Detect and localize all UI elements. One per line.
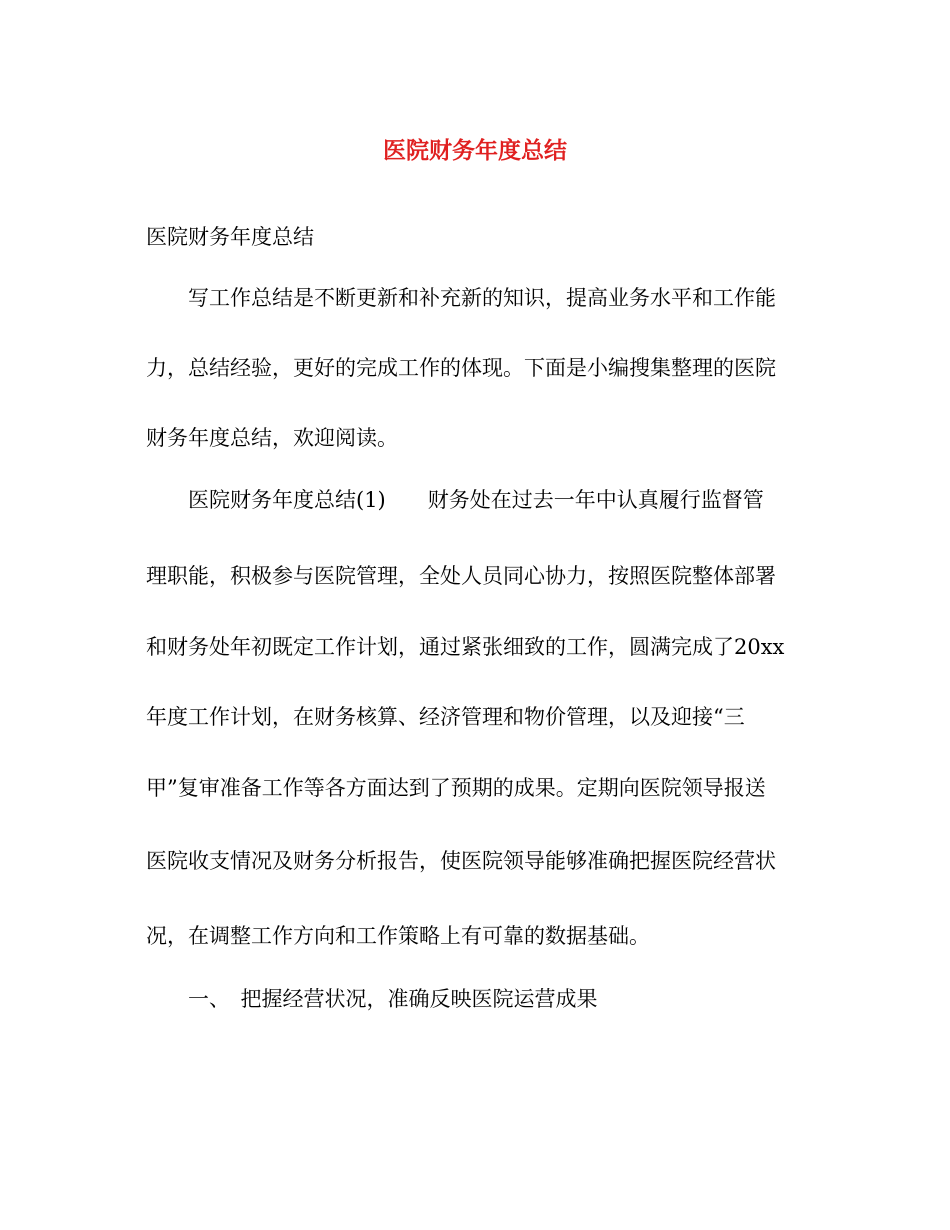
paragraph-line: 力，总结经验，更好的完成工作的体现。下面是小编搜集整理的医院: [146, 356, 776, 380]
document-title: 医院财务年度总结: [383, 138, 567, 164]
paragraph-line: 写工作总结是不断更新和补充新的知识，提高业务水平和工作能: [188, 286, 776, 310]
document-subtitle: 医院财务年度总结: [146, 225, 314, 249]
paragraph-line: 医院收支情况及财务分析报告，使医院领导能够准确把握医院经营状: [146, 849, 776, 873]
paragraph-line: 况，在调整工作方向和工作策略上有可靠的数据基础。: [146, 924, 650, 948]
paragraph-line: 甲”复审准备工作等各方面达到了预期的成果。定期向医院领导报送: [146, 776, 766, 800]
paragraph-line: 年度工作计划，在财务核算、经济管理和物价管理，以及迎接“三: [146, 705, 745, 729]
paragraph-line: 和财务处年初既定工作计划，通过紧张细致的工作，圆满完成了20xx: [146, 635, 785, 659]
paragraph-line: 财务年度总结，欢迎阅读。: [146, 426, 398, 450]
paragraph-line: 理职能，积极参与医院管理，全处人员同心协力，按照医院整体部署: [146, 564, 776, 588]
paragraph-line: 医院财务年度总结(1) 财务处在过去一年中认真履行监督管: [188, 488, 764, 512]
section-heading: 一、 把握经营状况，准确反映医院运营成果: [188, 987, 598, 1011]
